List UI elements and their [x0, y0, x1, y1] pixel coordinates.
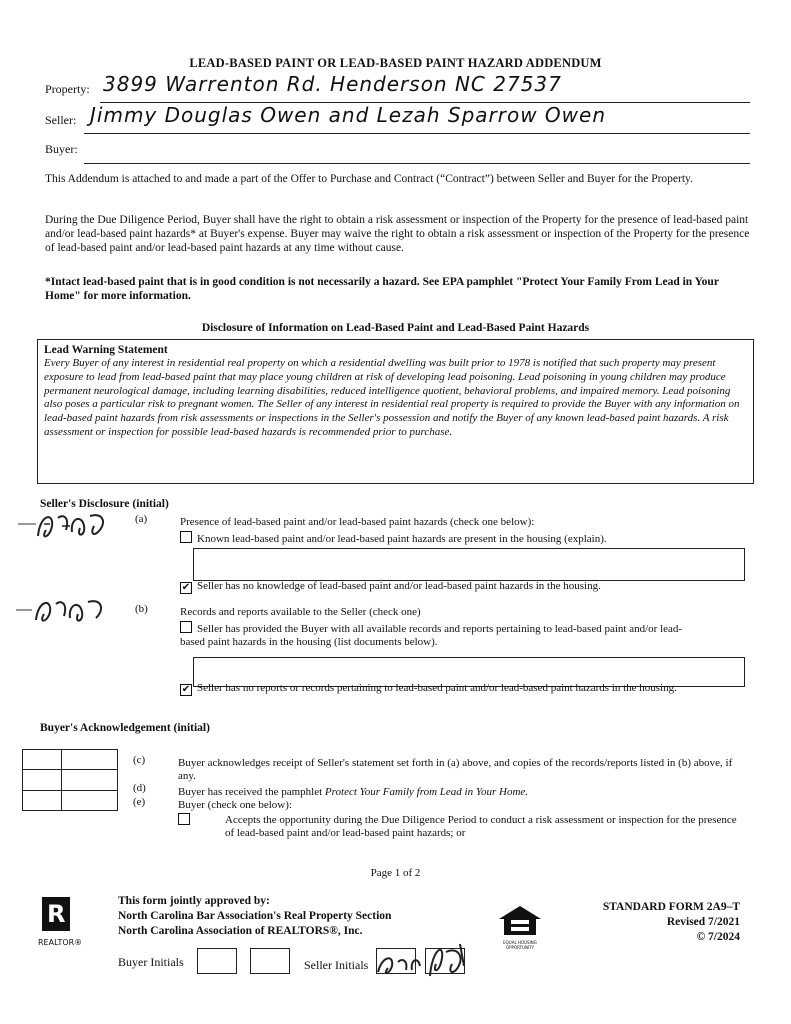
form-revised: Revised 7/2021 [666, 916, 740, 928]
item-a-option-known[interactable] [180, 531, 720, 545]
item-b-option-provided[interactable] [180, 621, 690, 649]
seller-initials-signature [372, 936, 472, 986]
item-c-text: Buyer acknowledges receipt of Seller's statement set forth in (a) above, and copies of the records/reports listed in (b) above, if any. [178, 757, 733, 782]
lead-warning-body: Every Buyer of any interest in residential real property on which a residential dwelling was built prior to 1978 is notified that such property may present exposure to lead from lead-based paint that may place young children at risk of developing lead poisoning. Lead poisoning in young children may produce permanent neurological damage, including learning disabilities, reduced intelligence quotient, behavioral problems, and impaired memory. Lead poisoning also poses a particular risk to pregnant women. The Seller of any interest in residential real property is required to provide the Buyer with any information on lead-based paint hazards from risk assessments or inspections in the Seller's possession and notify the Buyer of any known lead-based paint hazards. A risk assessment or inspection for possible lead-based hazards is recommended prior to purchase. [44, 357, 740, 438]
item-d-pamphlet-title: Protect Your Family from Lead in Your Home. [324, 786, 529, 798]
approved-by-block [118, 894, 391, 939]
item-a-marker: (a) [135, 513, 148, 525]
checkbox-unchecked-icon[interactable] [180, 621, 192, 633]
lead-warning-box [37, 339, 754, 484]
seller-initials-a-signature [10, 506, 122, 546]
lead-warning-heading: Lead Warning Statement [44, 344, 168, 356]
checkbox-checked-icon[interactable]: ✔ [181, 684, 191, 695]
item-b-option-no-reports-label: Seller has no reports or records pertaining to lead-based paint and/or lead-based paint hazards in the housing. [197, 682, 677, 694]
item-b-option-no-reports[interactable] [180, 682, 700, 696]
form-number-block [560, 900, 740, 945]
approved-line-2: North Carolina Bar Association's Real Property Section [118, 910, 392, 922]
item-b-option-provided-label: Seller has provided the Buyer with all available records and reports pertaining to lead-based paint and/or lead-based paint hazards in the housing (list documents below). [180, 623, 683, 648]
item-e-option-accepts-checkbox[interactable] [178, 813, 195, 827]
disclosure-heading: Disclosure of Information on Lead-Based Paint and Lead-Based Paint Hazards [201, 322, 590, 334]
document-title: LEAD-BASED PAINT OR LEAD-BASED PAINT HAZARD ADDENDUM [189, 56, 602, 70]
form-number: STANDARD FORM 2A9–T [602, 901, 740, 913]
intro-paragraph-2: During the Due Diligence Period, Buyer shall have the right to obtain a risk assessment or inspection of the Property for the presence of lead-based paint and/or lead-based paint hazards* at Buyer's expense. Buyer may waive the right to obtain a risk assessment or inspection of the Property for the presence of lead-based paint and/or lead-based paint hazards at any time without cause. [45, 214, 750, 254]
item-e-option-accepts-label: Accepts the opportunity during the Due Diligence Period to conduct a risk assessment or inspection for the presence of lead-based paint and/or lead-based paint hazards; or [225, 814, 737, 839]
property-value[interactable]: 3899 Warrenton Rd. Henderson NC 27537 [103, 72, 562, 96]
item-b-text: Records and reports available to the Seller (check one) [180, 606, 421, 618]
checkbox-checked-icon[interactable]: ✔ [181, 582, 191, 593]
approved-line-3: North Carolina Association of REALTORS®, Inc. [118, 925, 363, 937]
approved-line-1: This form jointly approved by: [118, 895, 270, 907]
intact-paint-note: *Intact lead-based paint that is in good condition is not necessarily a hazard. See EPA pamphlet "Protect Your Family From Lead in Your Home" for more information. [45, 276, 719, 302]
form-copyright: © 7/2024 [696, 931, 740, 943]
explain-field-a[interactable] [193, 548, 745, 581]
item-d-text [178, 786, 743, 798]
realtor-logo-label: REALTOR® [38, 938, 83, 947]
seller-value[interactable]: Jimmy Douglas Owen and Lezah Sparrow Owen [90, 103, 606, 127]
buyer-initials-box-2[interactable] [250, 948, 290, 974]
seller-disclosure-heading: Seller's Disclosure (initial) [40, 498, 169, 510]
property-label: Property: [45, 82, 90, 96]
item-c-marker: (c) [133, 754, 146, 766]
item-b-marker: (b) [135, 603, 148, 615]
item-a-option-no-knowledge-label: Seller has no knowledge of lead-based paint and/or lead-based paint hazards in the housing. [197, 580, 601, 592]
eho-label: EQUAL HOUSING OPPORTUNITY [503, 940, 537, 950]
item-d-text-plain: Buyer has received the pamphlet [178, 786, 325, 798]
item-a-option-no-knowledge[interactable] [180, 580, 720, 594]
buyer-initials-box-1[interactable] [197, 948, 237, 974]
item-d-marker: (d) [133, 782, 146, 794]
intro-paragraph-1: This Addendum is attached to and made a part of the Offer to Purchase and Contract (“Contract”) between Seller and Buyer for the Property. [45, 173, 693, 185]
item-a-text: Presence of lead-based paint and/or lead-based paint hazards (check one below): [180, 516, 535, 528]
buyer-label: Buyer: [45, 142, 78, 156]
equal-housing-opportunity-icon [497, 905, 543, 937]
realtor-logo-icon: R [42, 897, 70, 931]
item-e-text: Buyer (check one below): [178, 799, 292, 811]
seller-label: Seller: [45, 113, 77, 127]
item-e-marker: (e) [133, 796, 146, 808]
item-a-option-known-label: Known lead-based paint and/or lead-based paint hazards are present in the housing (explain). [197, 533, 607, 545]
checkbox-unchecked-icon[interactable] [180, 531, 192, 543]
page-number: Page 1 of 2 [370, 867, 421, 879]
buyer-initials-label: Buyer Initials [118, 955, 184, 969]
buyer-initials-grid[interactable] [22, 749, 118, 811]
buyer-ack-heading: Buyer's Acknowledgement (initial) [40, 722, 210, 734]
checkbox-unchecked-icon[interactable] [178, 813, 190, 825]
seller-initials-label: Seller Initials [304, 958, 369, 972]
seller-initials-b-signature [10, 590, 122, 630]
